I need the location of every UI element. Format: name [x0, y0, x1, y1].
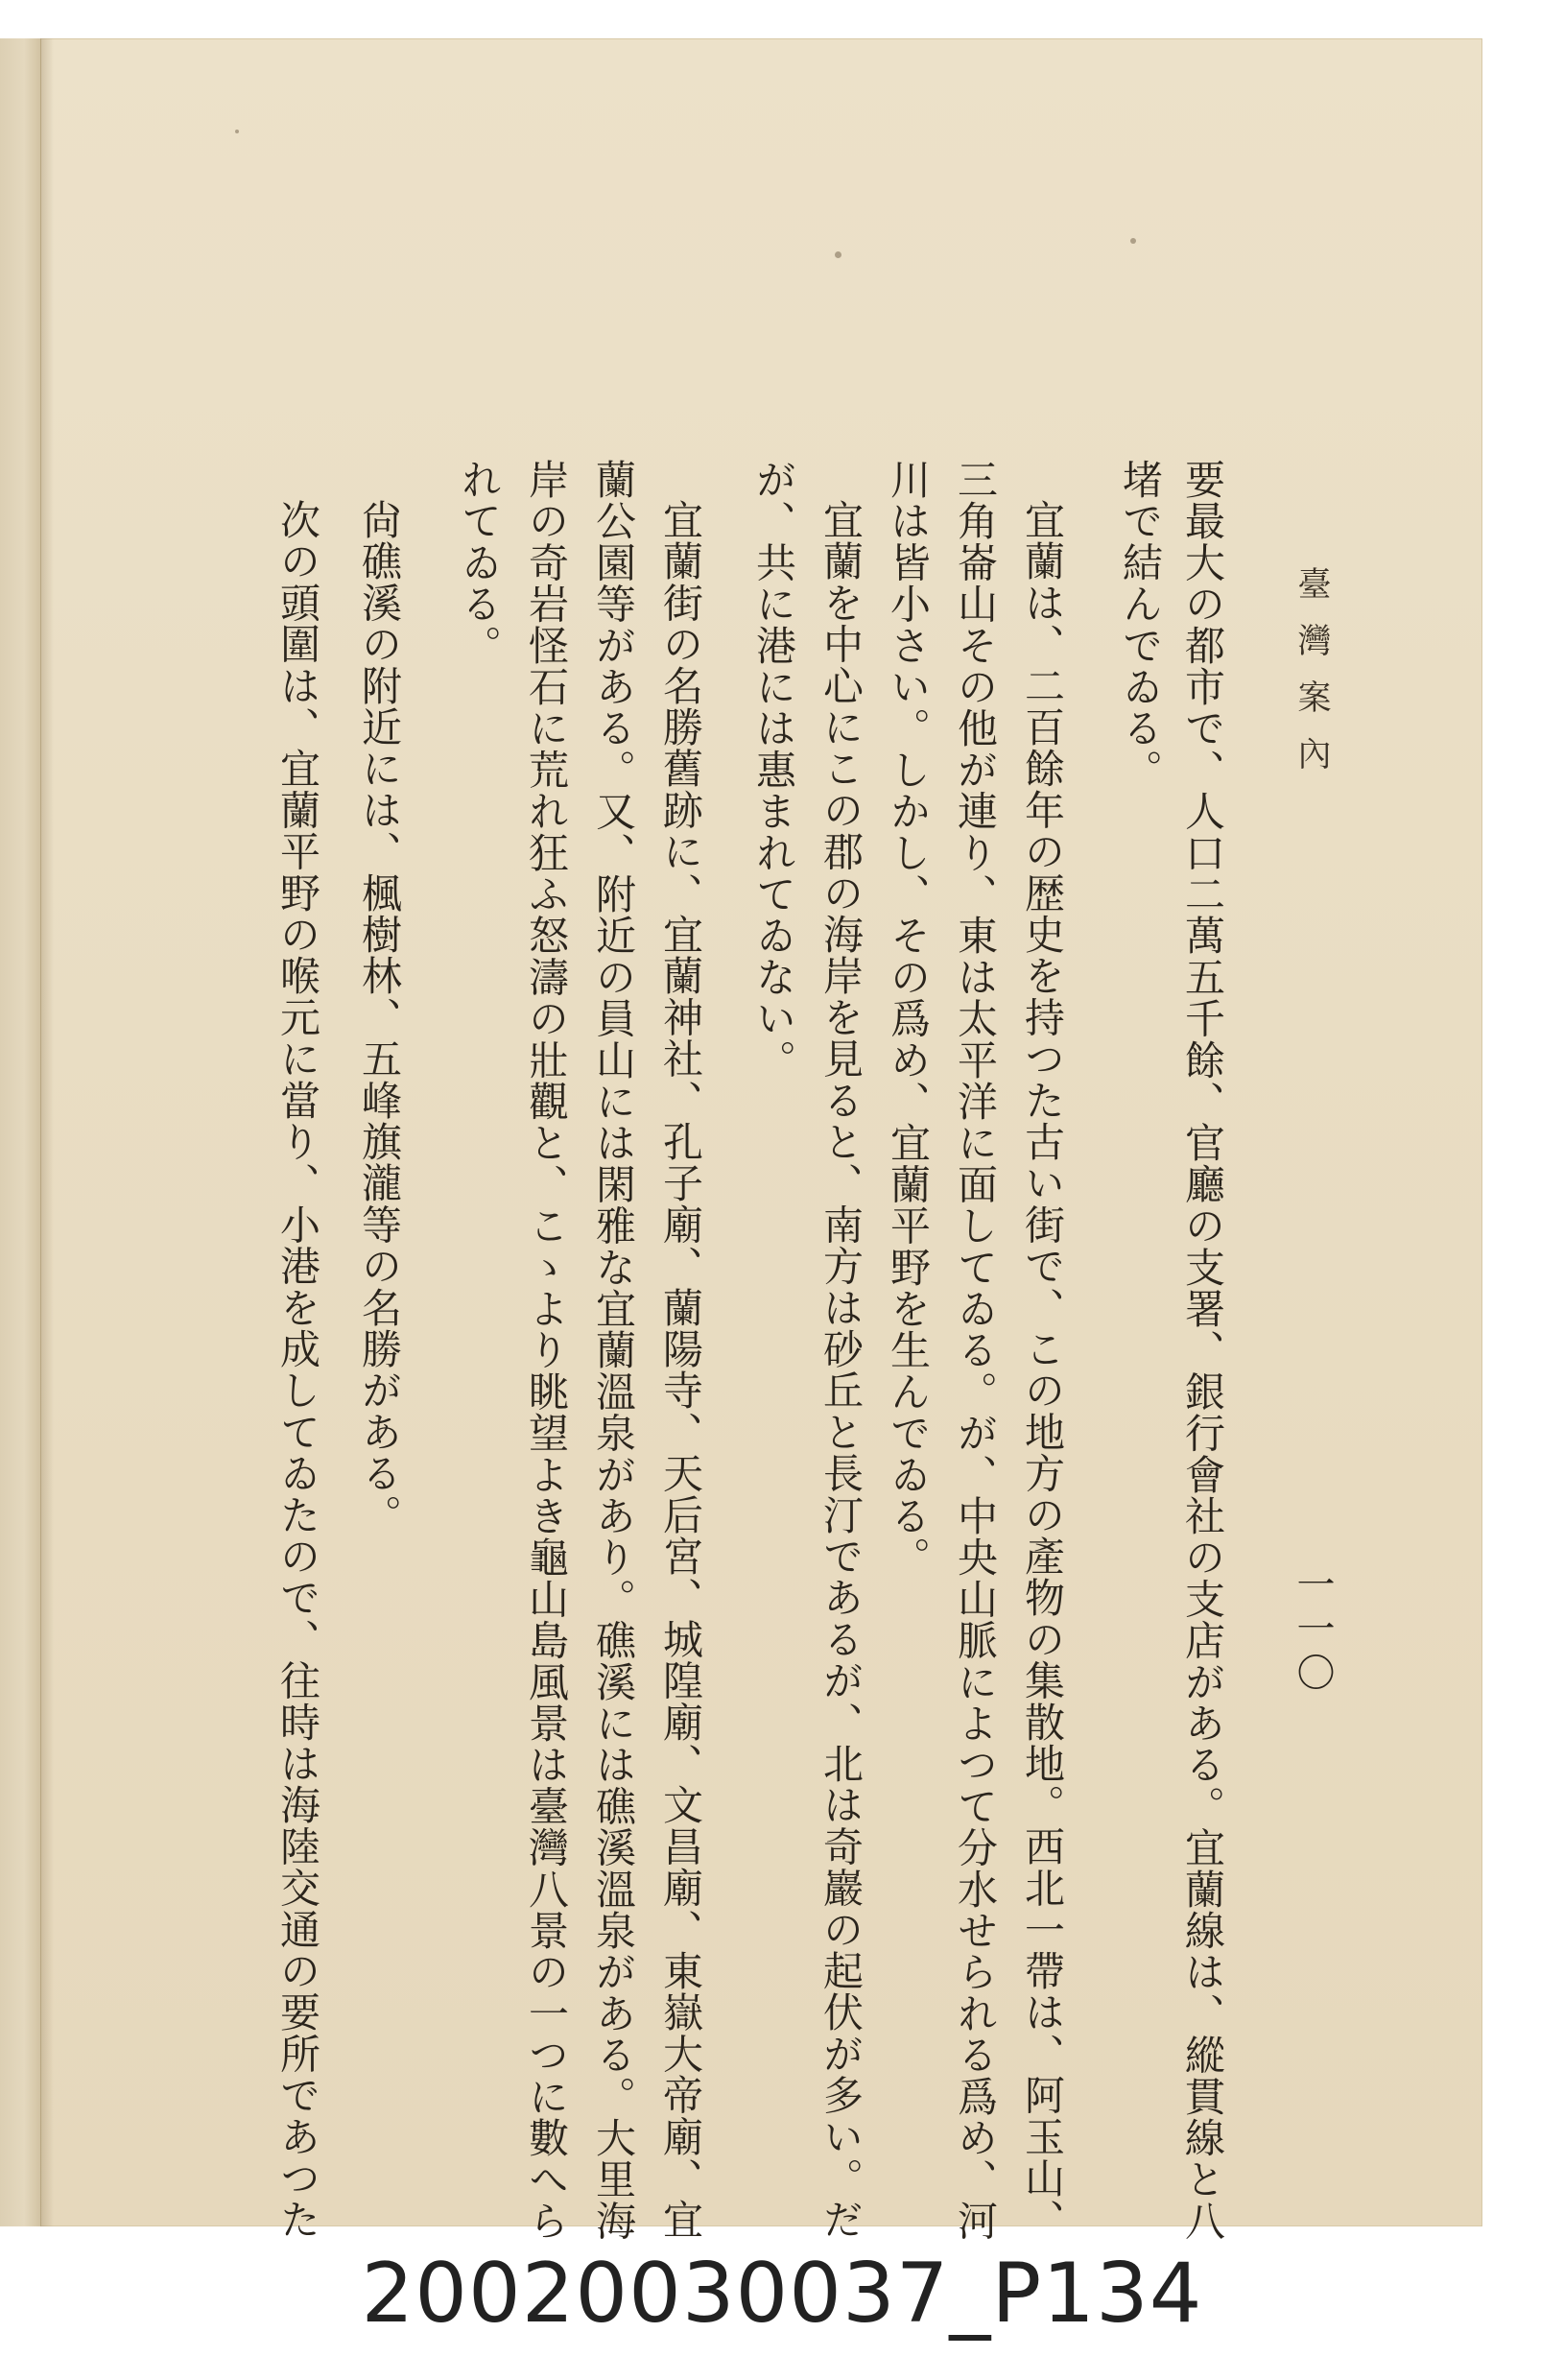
page-number: 一一〇: [1291, 1564, 1335, 1697]
text-line: 蘭公園等がある。又、附近の員山には閑雅な宜蘭溫泉があり。礁溪には礁溪溫泉がある。大里海: [590, 459, 637, 2242]
text-line: 堵で結んでゐる。: [1117, 459, 1164, 791]
text-line: 次の頭圍は、宜蘭平野の喉元に當り、小港を成してゐたので、往時は海陸交通の要所であつた: [274, 499, 321, 2241]
book-page: [0, 38, 1482, 2226]
previous-page-edge: [0, 38, 41, 2226]
text-line: 三角崙山その他が連り、東は太平洋に面してゐる。が、中央山脈によつて分水せられる爲め、河: [952, 459, 999, 2242]
text-line: 宜蘭街の名勝舊跡に、宜蘭神社、孔子廟、蘭陽寺、天后宮、城隍廟、文昌廟、東嶽大帝廟、宜: [657, 499, 704, 2241]
text-line: が、共に港には惠まれてゐない。: [750, 459, 797, 1081]
text-line: 宜蘭を中心にこの郡の海岸を見ると、南方は砂丘と長汀であるが、北は奇巖の起伏が多い。だ: [818, 499, 865, 2241]
paper-speck: [835, 251, 841, 258]
text-line: 川は皆小さい。しかし、その爲め、宜蘭平野を生んでゐる。: [885, 459, 932, 1579]
text-line: 要最大の都市で、人口二萬五千餘、官廳の支署、銀行會社の支店がある。宜蘭線は、縱貫線と八: [1179, 459, 1226, 2242]
gutter-shadow: [40, 38, 54, 2226]
image-id-caption: 20020030037_P134: [361, 2246, 1203, 2342]
running-title: 臺灣案內: [1292, 566, 1331, 793]
text-line: 尙礁溪の附近には、楓樹林、五峰旗瀧等の名勝がある。: [356, 499, 403, 1535]
text-line: 岸の奇岩怪石に荒れ狂ふ怒濤の壯觀と、こゝより眺望よき龜山島風景は臺灣八景の一つに數へら: [523, 459, 570, 2242]
paper-speck: [235, 130, 239, 133]
text-line: れてゐる。: [456, 459, 503, 666]
paper-speck: [1130, 238, 1136, 244]
text-line: 宜蘭は、二百餘年の歴史を持つた古い街で、この地方の產物の集散地。西北一帶は、阿玉山、: [1019, 499, 1066, 2241]
